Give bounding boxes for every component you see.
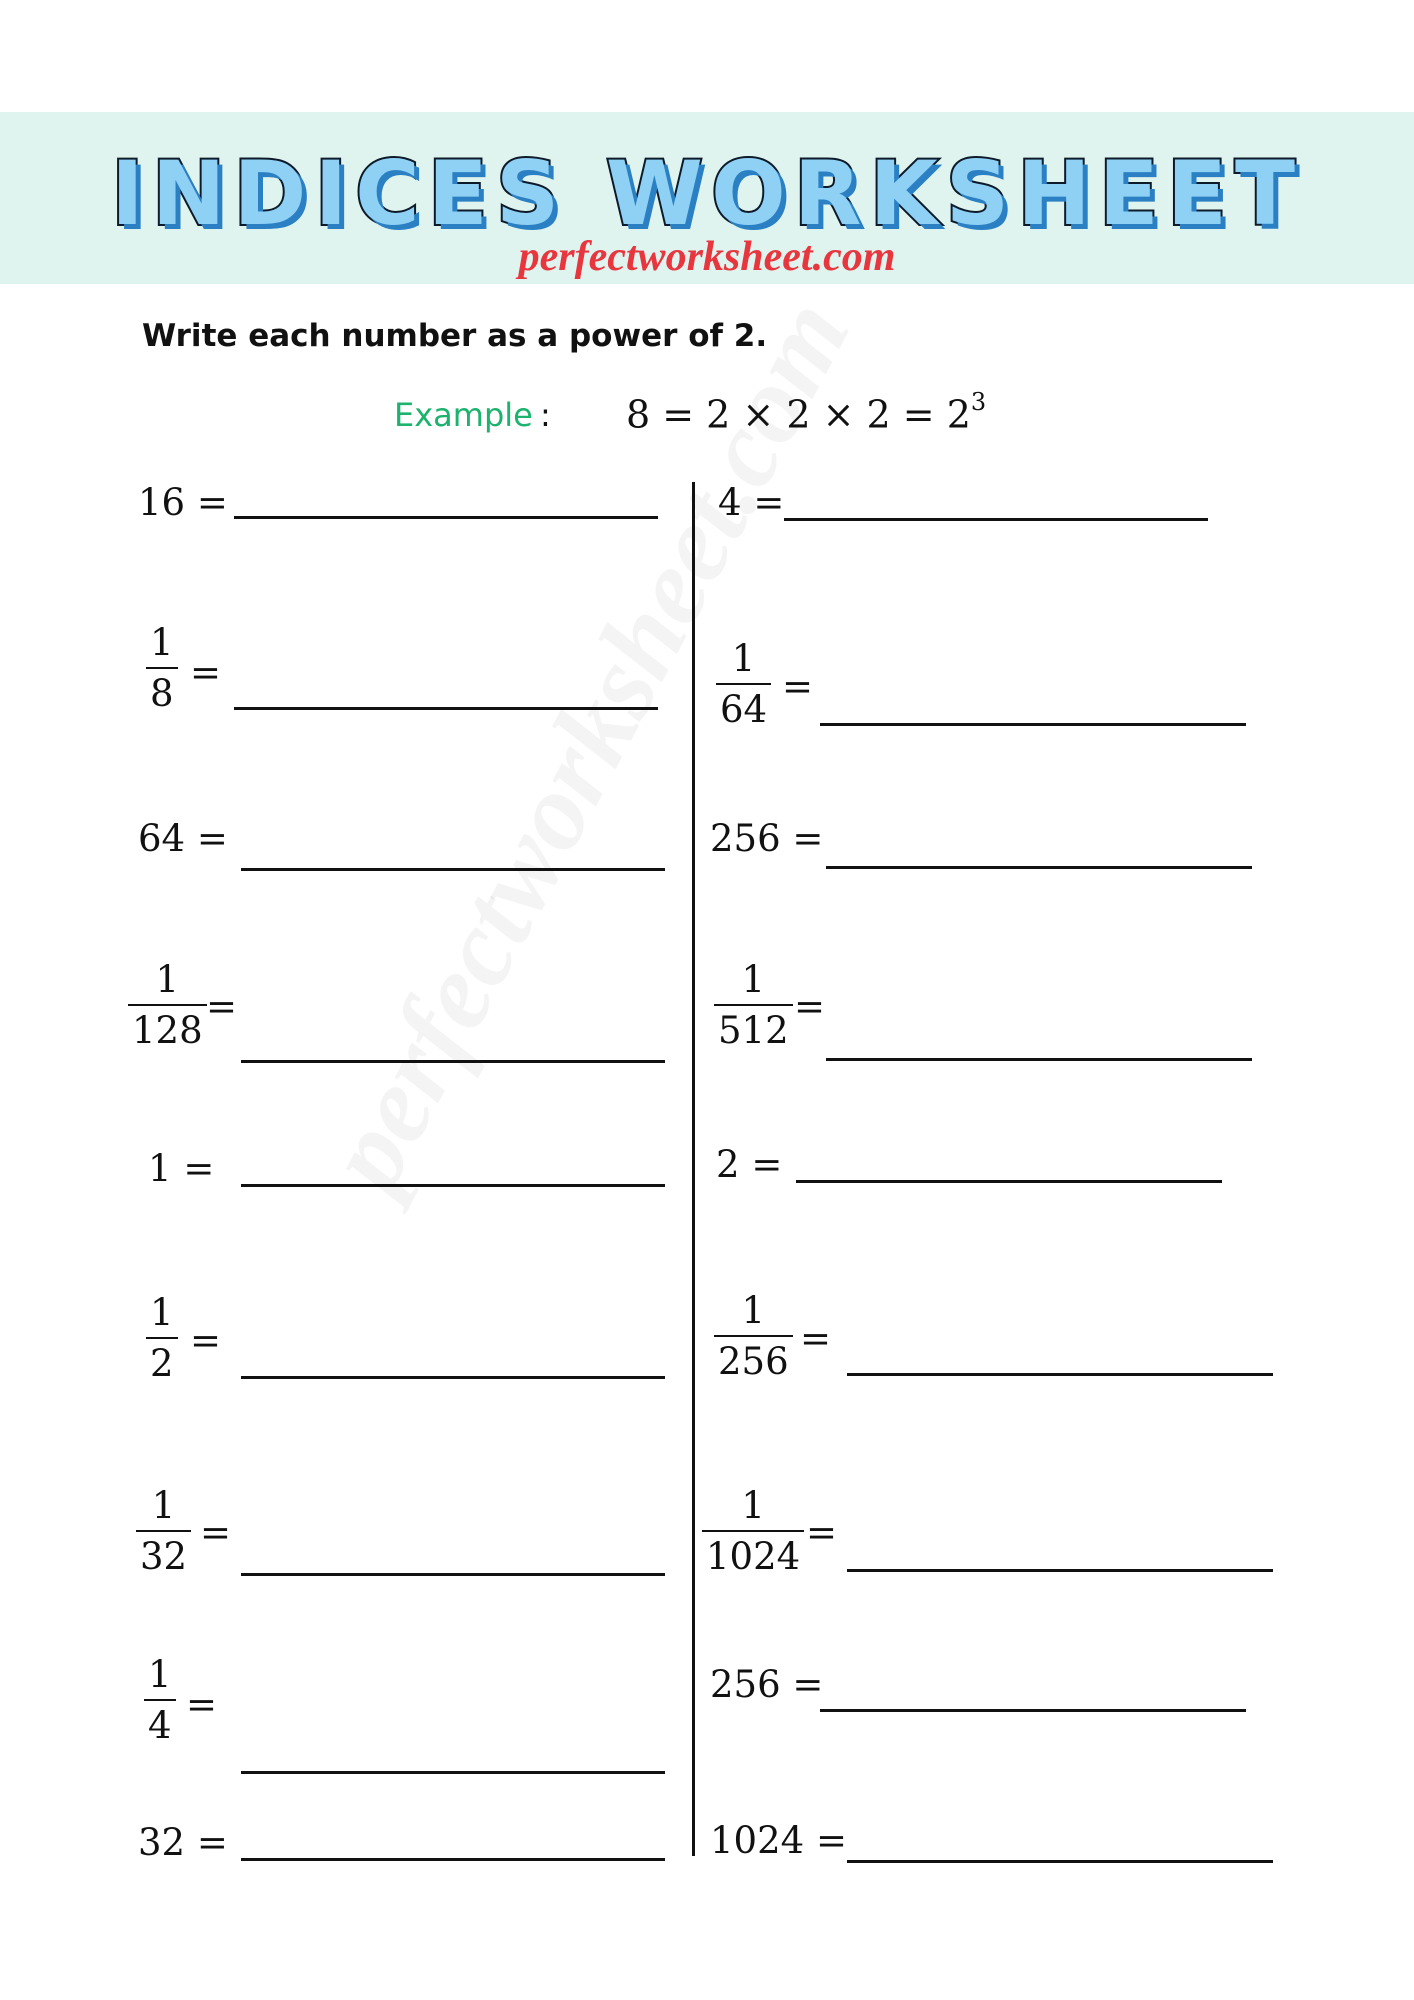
answer-line-right-4[interactable] [826,1058,1252,1061]
fraction-denominator: 512 [718,1009,789,1052]
worksheet-title: INDICES WORKSHEET [111,142,1303,245]
question-value: 256 [710,817,781,860]
equals-sign: = [206,985,238,1028]
answer-line-right-3[interactable] [826,866,1252,869]
site-name: perfectworksheet.com [518,234,896,280]
question-right-2 [716,637,771,731]
question-right-8 [710,1663,824,1706]
question-value: 64 [138,817,186,860]
answer-line-left-8[interactable] [241,1771,665,1774]
example-colon: : [540,396,551,434]
instruction-text: Write each number as a power of 2. [142,318,768,354]
fraction-denominator: 8 [150,672,174,715]
question-right-1 [718,481,785,524]
answer-line-right-1[interactable] [784,518,1208,521]
fraction-denominator: 128 [132,1009,203,1052]
equals-sign: = [792,817,824,860]
equals-sign: = [186,1683,218,1726]
question-value: 256 [710,1663,781,1706]
fraction-numerator: 1 [731,637,756,680]
answer-line-right-8[interactable] [820,1709,1246,1712]
question-right-5 [716,1143,783,1186]
equals-sign: = [751,1143,783,1186]
fraction-denominator: 2 [150,1342,174,1385]
question-value: 32 [138,1821,186,1864]
column-divider [692,482,695,1856]
question-left-1 [138,481,228,524]
fraction-numerator: 1 [150,1291,174,1334]
equals-sign: = [792,1663,824,1706]
fraction-numerator: 1 [741,1484,765,1527]
question-left-7 [136,1484,191,1578]
equals-sign: = [794,985,826,1028]
question-left-2 [146,621,178,715]
question-left-6 [146,1291,178,1385]
equals-sign: = [806,1511,838,1554]
answer-line-left-5[interactable] [241,1184,665,1187]
fraction-denominator: 4 [148,1704,172,1747]
example-equation-text: 8 = 2 × 2 × 2 = 2 [626,392,971,437]
fraction-denominator: 1024 [706,1535,801,1578]
question-value: 2 [716,1143,740,1186]
answer-line-right-6[interactable] [847,1373,1273,1376]
answer-line-left-7[interactable] [241,1573,665,1576]
question-right-7 [702,1484,804,1578]
fraction-denominator: 32 [140,1535,188,1578]
fraction-numerator: 1 [148,1653,172,1696]
equals-sign: = [753,481,785,524]
equals-sign: = [196,1821,228,1864]
question-right-6 [714,1289,793,1383]
fraction-numerator: 1 [150,621,174,664]
equals-sign: = [196,481,228,524]
question-right-9 [710,1819,847,1862]
question-value: 1 [148,1147,172,1190]
equals-sign: = [196,817,228,860]
answer-line-right-9[interactable] [847,1860,1273,1863]
fraction-denominator: 64 [720,688,768,731]
question-value: 1024 [710,1819,805,1862]
answer-line-right-2[interactable] [820,723,1246,726]
equals-sign: = [183,1147,215,1190]
question-left-3 [138,817,228,860]
fraction-numerator: 1 [741,1289,766,1332]
answer-line-left-9[interactable] [241,1858,665,1861]
question-left-4 [128,958,207,1052]
answer-line-right-5[interactable] [796,1180,1222,1183]
question-left-9 [138,1821,228,1864]
answer-line-right-7[interactable] [847,1569,1273,1572]
fraction-numerator: 1 [151,1484,176,1527]
equals-sign: = [782,665,814,708]
question-value: 16 [138,481,186,524]
answer-line-left-3[interactable] [241,868,665,871]
answer-line-left-1[interactable] [234,516,658,519]
question-right-4 [714,958,793,1052]
answer-line-left-4[interactable] [241,1060,665,1063]
question-right-3 [710,817,824,860]
answer-line-left-6[interactable] [241,1376,665,1379]
fraction-numerator: 1 [741,958,766,1001]
equals-sign: = [815,1819,847,1862]
example-equation [626,388,987,437]
fraction-denominator: 256 [718,1340,789,1383]
equals-sign: = [800,1317,832,1360]
fraction-numerator: 1 [155,958,180,1001]
question-left-8 [144,1653,176,1747]
answer-line-left-2[interactable] [234,707,658,710]
equals-sign: = [190,1319,222,1362]
example-label: Example [394,396,533,434]
equals-sign: = [200,1511,232,1554]
equals-sign: = [190,651,222,694]
question-left-5 [148,1147,215,1190]
example-exponent: 3 [970,388,987,416]
question-value: 4 [718,481,742,524]
